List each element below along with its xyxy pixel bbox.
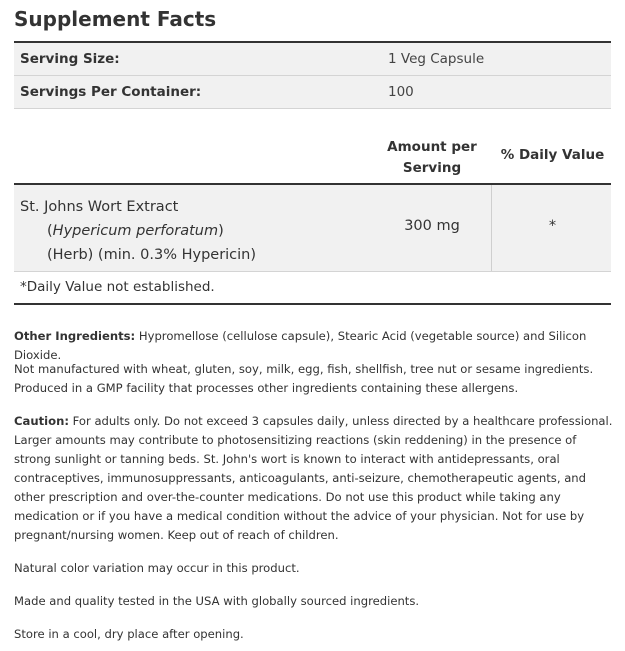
daily-value-footnote: *Daily Value not established. (20, 279, 215, 295)
servings-per-container-value: 100 (388, 84, 414, 100)
daily-value-header: % Daily Value (500, 147, 605, 163)
ingredient-latin-name (47, 219, 224, 243)
servings-per-container-row (14, 76, 611, 109)
other-ingredients-label: Other Ingredients: (14, 329, 136, 343)
ingredient-name: St. Johns Wort Extract (20, 199, 179, 215)
paren-open: ( (47, 223, 53, 239)
paren-close: ) (218, 223, 224, 239)
other-ingredients-text: Hypromellose (cellulose capsule), Stearic Acid (vegetable source) and Silicon Dioxide. (14, 329, 587, 362)
caution-text: For adults only. Do not exceed 3 capsules daily, unless directed by a healthcare professional. Larger amounts may contribute to photosensitizing reactions (skin reddening) in the presence of strong sunlight or tanning beds. St. John's wort is known to interact with antidepressants, oral contraceptives, immunosuppressants, anticoagulants, anti-seizure, chemotherapeutic agents, and other prescription and over-the-counter medications. Do not use this product while taking any medication or if you have a medical condition without the advice of your physician. Not for use by pregnant/nursing women. Keep out of reach of children. (14, 414, 613, 542)
amount-header-line2: Serving (402, 160, 462, 176)
panel-title: Supplement Facts (14, 7, 217, 31)
color-variation-note: Natural color variation may occur in this product. (14, 561, 300, 575)
made-in-note: Made and quality tested in the USA with globally sourced ingredients. (14, 594, 420, 608)
column-divider (491, 185, 492, 271)
serving-size-row (14, 43, 611, 76)
caution-statement (14, 412, 614, 545)
storage-note: Store in a cool, dry place after opening. (14, 627, 244, 641)
allergen-statement: Not manufactured with wheat, gluten, soy, milk, egg, fish, shellfish, tree nut or sesame ingredients. Produced in a GMP facility that processes other ingredients containing these allergens. (14, 362, 594, 395)
nutrient-table-header (14, 126, 611, 185)
ingredient-amount: 300 mg (404, 218, 460, 234)
amount-per-serving-header (382, 137, 482, 179)
ingredient-detail: (Herb) (min. 0.3% Hypericin) (47, 247, 257, 263)
ingredient-row (14, 185, 611, 272)
caution-label: Caution: (14, 414, 69, 428)
ingredient-daily-value: * (548, 218, 557, 234)
amount-header-line1: Amount per (387, 139, 477, 155)
daily-value-footnote-row (14, 272, 611, 305)
latin-name: Hypericum perforatum (52, 223, 219, 239)
serving-size-label: Serving Size: (20, 51, 120, 67)
servings-per-container-label: Servings Per Container: (20, 84, 202, 100)
serving-size-value: 1 Veg Capsule (388, 51, 485, 67)
